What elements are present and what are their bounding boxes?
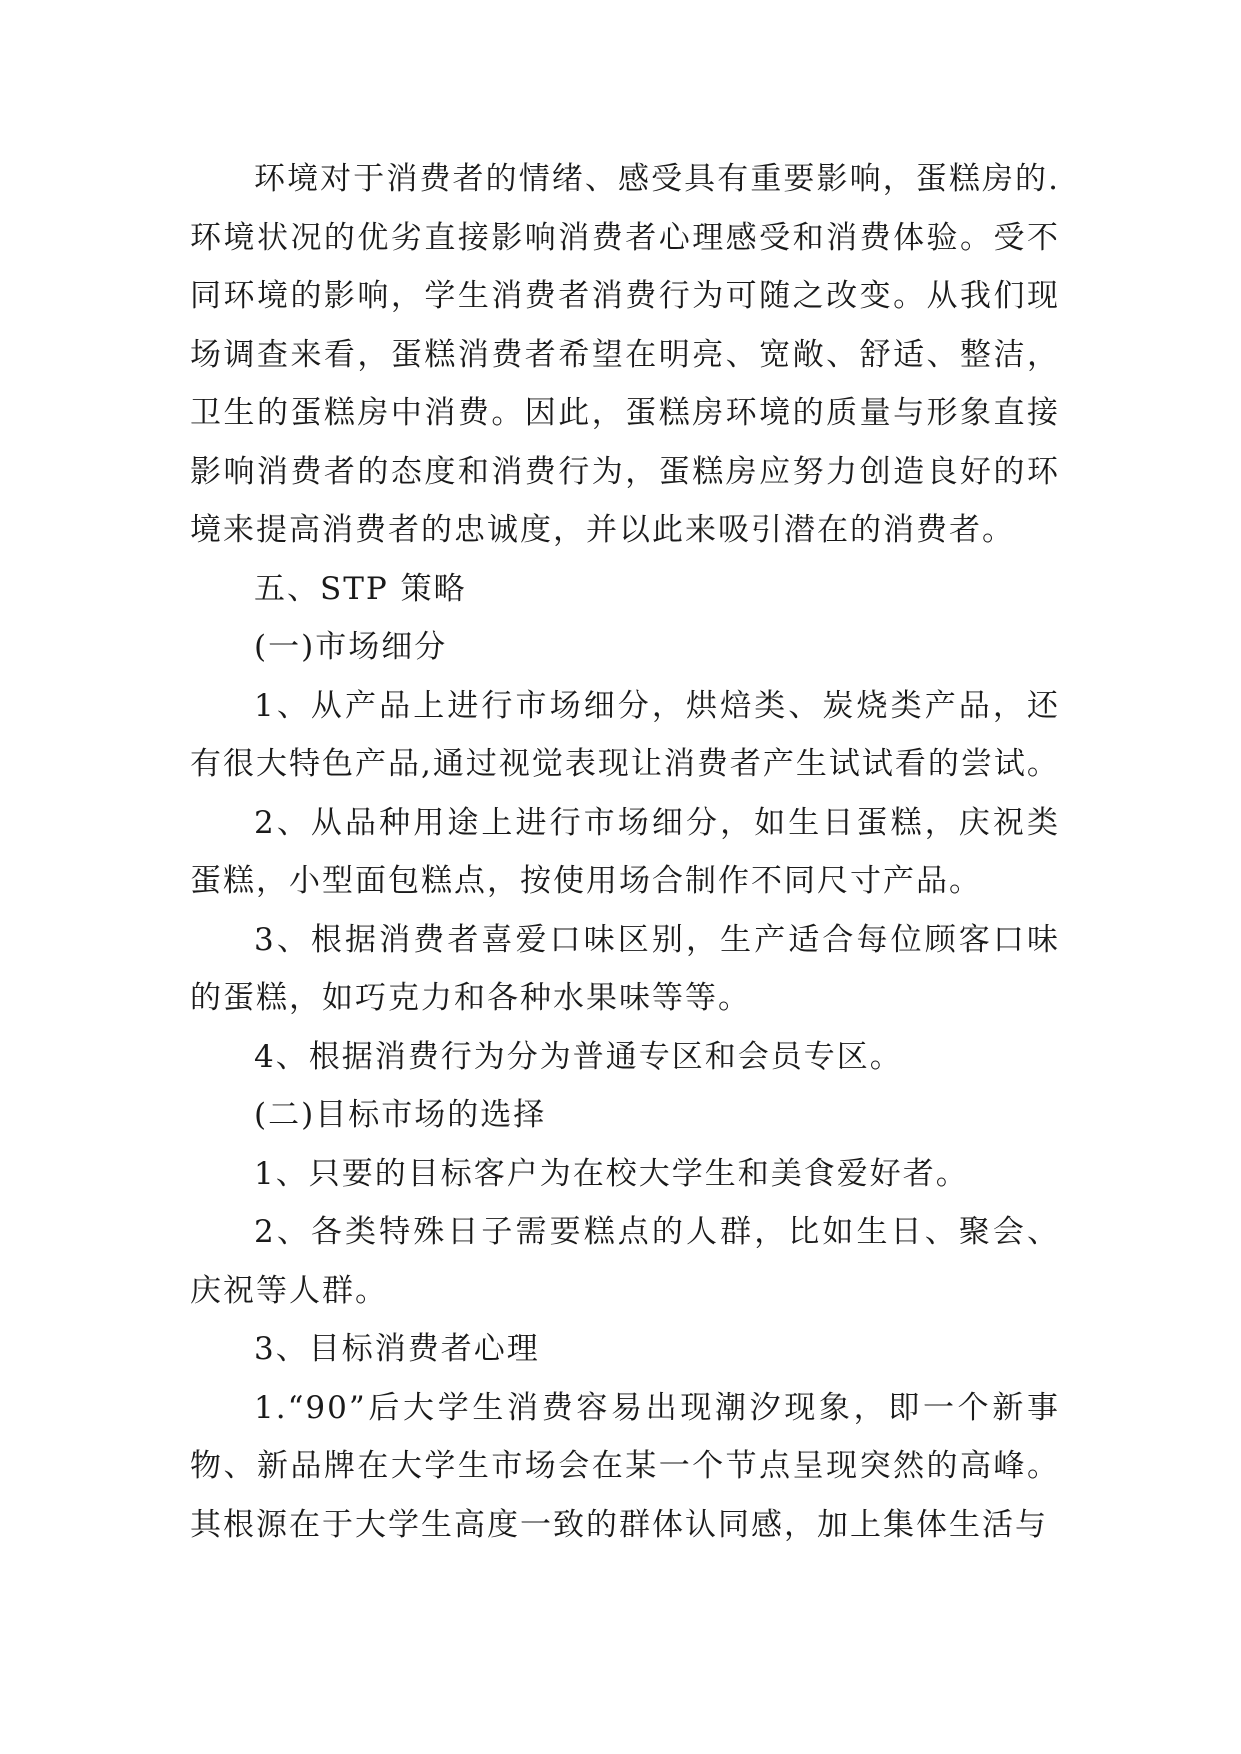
document-body [190,150,1060,1554]
list-item: 2、从品种用途上进行市场细分，如生日蛋糕，庆祝类蛋糕，小型面包糕点，按使用场合制作不同尺寸产品。 [190,804,1060,899]
subheading-target-market: (二)目标市场的选择 [254,1097,547,1133]
paragraph-post90-consumption: 1.“90”后大学生消费容易出现潮汐现象，即一个新事物、新品牌在大学生市场会在某一个节点呈现突然的高峰。其根源在于大学生高度一致的群体认同感，加上集体生活与 [190,1389,1060,1543]
list-item: 2、各类特殊日子需要糕点的人群，比如生日、聚会、庆祝等人群。 [190,1214,1060,1309]
list-item: 3、根据消费者喜爱口味区别，生产适合每位顾客口味的蛋糕，如巧克力和各种水果味等等。 [190,921,1060,1016]
paragraph-environment: 环境对于消费者的情绪、感受具有重要影响，蛋糕房的.环境状况的优劣直接影响消费者心理感受和消费体验。受不同环境的影响，学生消费者消费行为可随之改变。从我们现场调查来看，蛋糕消费者希望在明亮、宽敞、舒适、整洁，卫生的蛋糕房中消费。因此，蛋糕房环境的质量与形象直接影响消费者的态度和消费行为，蛋糕房应努力创造良好的环境来提高消费者的忠诚度，并以此来吸引潜在的消费者。 [190,161,1060,548]
list-item: 1、从产品上进行市场细分，烘焙类、炭烧类产品，还有很大特色产品,通过视觉表现让消费者产生试试看的尝试。 [190,687,1060,782]
list-item: 1、只要的目标客户为在校大学生和美食爱好者。 [254,1155,969,1192]
section-heading-stp: 五、STP 策略 [254,570,467,607]
subheading-consumer-psychology: 3、目标消费者心理 [254,1331,540,1367]
subheading-market-segmentation: (一)市场细分 [254,629,448,665]
list-item: 4、根据消费行为分为普通专区和会员专区。 [254,1038,903,1075]
